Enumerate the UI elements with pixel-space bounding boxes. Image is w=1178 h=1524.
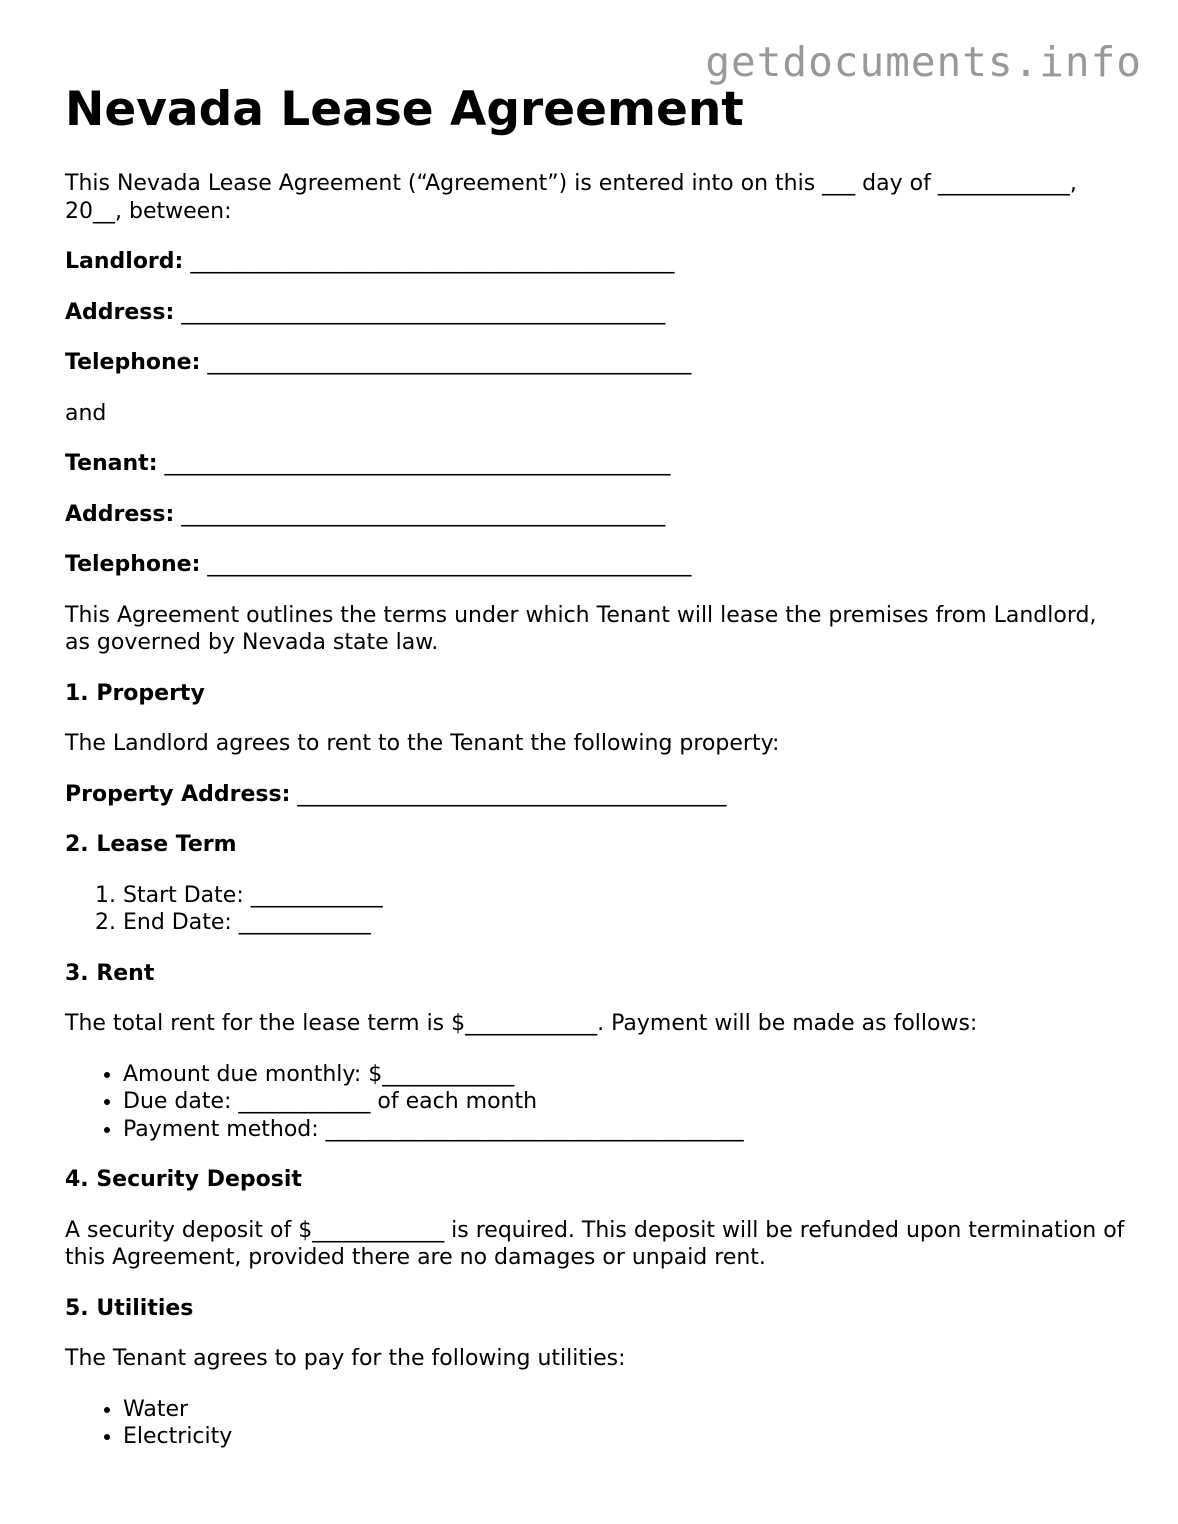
property-address-line [65, 781, 1125, 809]
tenant-address-line [65, 501, 1125, 529]
lease-term-list [65, 882, 1125, 937]
tenant-phone-blank: ____________________________________________ [207, 552, 692, 577]
tenant-address-blank: ____________________________________________ [181, 501, 666, 527]
list-item: • Water [123, 1396, 1125, 1424]
landlord-name-blank: ____________________________________________ [190, 249, 675, 274]
landlord-address-line [65, 299, 1125, 327]
tenant-address-label: Address: [65, 501, 175, 527]
section-deposit-heading: 4. Security Deposit [65, 1167, 302, 1192]
list-item: • Amount due monthly: $____________ [123, 1061, 1125, 1089]
landlord-label: Landlord: [65, 249, 184, 274]
tenant-name-blank: ______________________________________________ [164, 451, 671, 476]
list-item: 2. End Date: ____________ [123, 909, 1125, 937]
list-item: • Electricity [123, 1423, 1125, 1451]
intro-paragraph: This Nevada Lease Agreement (“Agreement”) is entered into on this ___ day of ____________, 20__, between: [65, 171, 1077, 224]
watermark: getdocuments.info [705, 38, 1142, 86]
rent-list [65, 1061, 1125, 1144]
document-title: Nevada Lease Agreement [65, 82, 744, 137]
landlord-phone-line [65, 349, 1125, 377]
section-property-text: The Landlord agrees to rent to the Tenant the following property: [65, 731, 780, 756]
landlord-phone-blank: ____________________________________________ [207, 350, 692, 375]
property-address-label: Property Address: [65, 781, 291, 807]
property-address-blank: _______________________________________ [297, 781, 727, 807]
section-property-heading: 1. Property [65, 680, 205, 706]
tenant-phone-line [65, 551, 1125, 579]
tenant-phone-label: Telephone: [65, 552, 201, 577]
section-utilities-heading: 5. Utilities [65, 1295, 194, 1321]
tenant-name-line [65, 450, 1125, 478]
summary-paragraph: This Agreement outlines the terms under which Tenant will lease the premises from Landlord, as governed by Nevada state law. [65, 602, 1097, 655]
landlord-address-label: Address: [65, 299, 175, 325]
landlord-address-blank: ____________________________________________ [181, 299, 666, 325]
utilities-list [65, 1396, 1125, 1451]
list-item: • Payment method: ______________________________________ [123, 1116, 1125, 1144]
and-text: and [65, 400, 107, 426]
list-item: 1. Start Date: ____________ [123, 882, 1125, 910]
section-rent-heading: 3. Rent [65, 960, 155, 986]
section-deposit-text: A security deposit of $____________ is required. This deposit will be refunded upon termination of this Agreement, provided there are no damages or unpaid rent. [65, 1217, 1125, 1270]
list-item: • Due date: ____________ of each month [123, 1088, 1125, 1116]
landlord-name-line [65, 248, 1125, 276]
document-body [65, 170, 1125, 1474]
tenant-label: Tenant: [65, 451, 158, 476]
section-lease-term-heading: 2. Lease Term [65, 832, 237, 857]
landlord-phone-label: Telephone: [65, 350, 201, 375]
section-utilities-text: The Tenant agrees to pay for the following utilities: [65, 1346, 626, 1371]
section-rent-text: The total rent for the lease term is $____________. Payment will be made as follows: [65, 1011, 978, 1036]
